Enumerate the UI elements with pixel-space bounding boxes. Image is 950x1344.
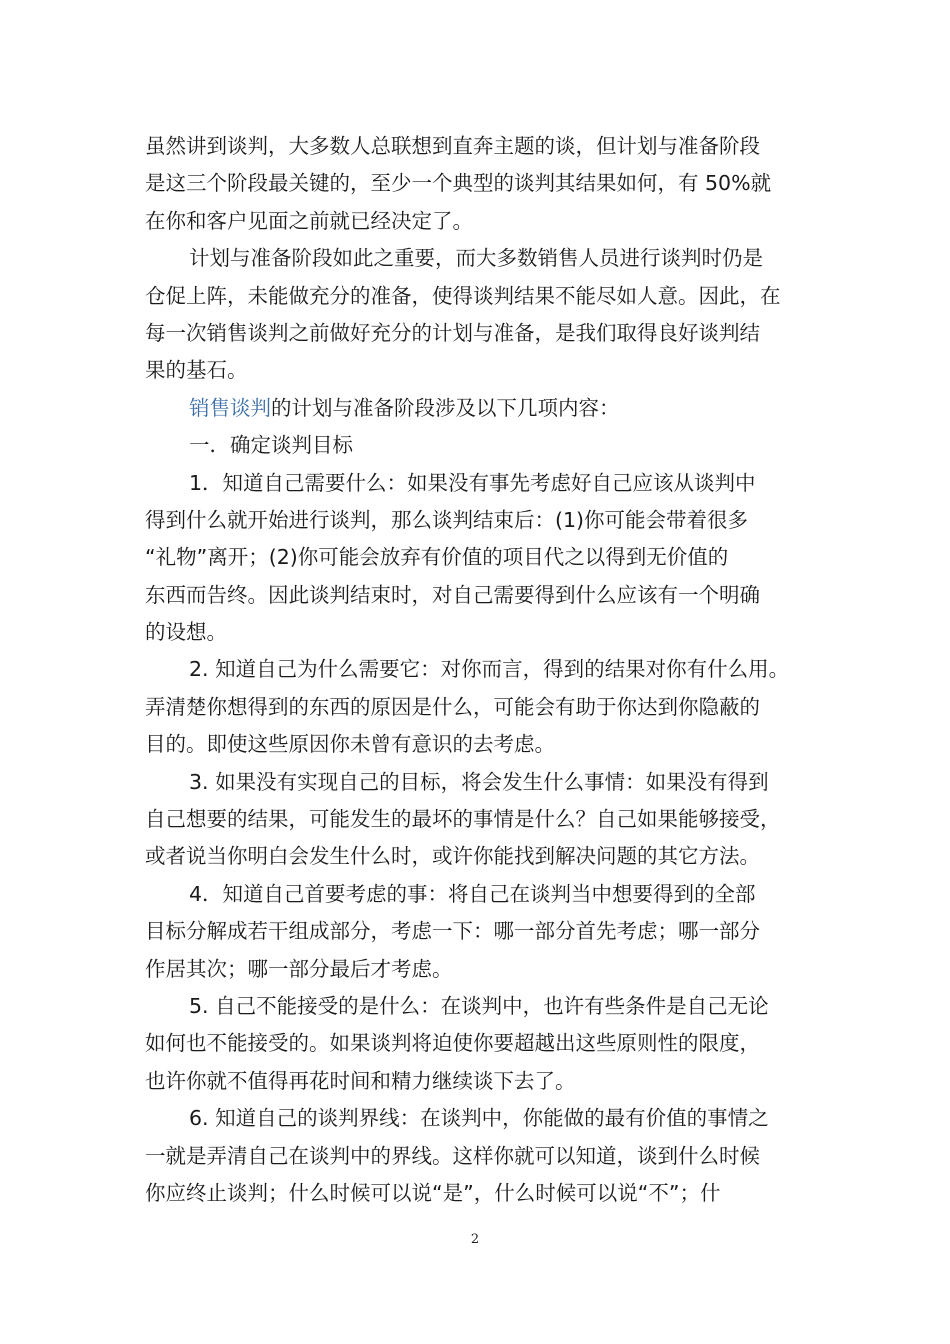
document-body [145,128,810,1212]
line-text: 计划与准备阶段如此之重要，而大多数销售人员进行谈判时仍是 [189,246,763,271]
text-line [145,838,810,875]
text-line [145,1138,810,1175]
line-text: 目的。即使这些原因你未曾有意识的去考虑。 [145,732,555,757]
line-text: 东西而告终。因此谈判结束时，对自己需要得到什么应该有一个明确 [145,582,760,607]
text-line [145,352,810,389]
line-text: 每一次销售谈判之前做好充分的计划与准备，是我们取得良好谈判结 [145,320,760,345]
page-number: 2 [470,1232,480,1247]
line-text: 5. 自己不能接受的是什么：在谈判中，也许有些条件是自己无论 [189,993,769,1018]
line-text: 自己想要的结果，可能发生的最坏的事情是什么？自己如果能够接受， [145,807,781,832]
text-line [145,801,810,838]
line-text: 1．知道自己需要什么：如果没有事先考虑好自己应该从谈判中 [189,470,756,495]
line-text: 一．确定谈判目标 [189,433,353,458]
text-line [145,764,810,801]
text-line [145,390,810,427]
line-text: 3. 如果没有实现自己的目标，将会发生什么事情：如果没有得到 [189,769,769,794]
line-text: 也许你就不值得再花时间和精力继续谈下去了。 [145,1068,576,1093]
text-line [145,651,810,688]
line-text: 作居其次；哪一部分最后才考虑。 [145,956,453,981]
text-line [145,278,810,315]
line-text: 在你和客户见面之前就已经决定了。 [145,208,473,233]
text-line [145,1175,810,1212]
line-text: 目标分解成若干组成部分，考虑一下：哪一部分首先考虑；哪一部分 [145,919,760,944]
text-line [145,951,810,988]
text-line [145,1063,810,1100]
text-line [145,913,810,950]
text-line [145,1025,810,1062]
text-line [145,465,810,502]
text-line [145,165,810,202]
text-line [145,315,810,352]
line-text: 的设想。 [145,620,227,645]
line-text: 果的基石。 [145,358,248,383]
text-line [145,240,810,277]
line-text: 6. 知道自己的谈判界线：在谈判中，你能做的最有价值的事情之 [189,1106,769,1131]
line-text: 2. 知道自己为什么需要它：对你而言，得到的结果对你有什么用。 [189,657,790,682]
text-line [145,502,810,539]
line-text: 虽然讲到谈判，大多数人总联想到直奔主题的谈，但计划与准备阶段 [145,134,760,158]
line-text: 是这三个阶段最关键的，至少一个典型的谈判其结果如何，有 50%就 [145,171,772,196]
text-line [145,614,810,651]
line-text: 或者说当你明白会发生什么时，或许你能找到解决问题的其它方法。 [145,844,760,869]
line-text: 得到什么就开始进行谈判，那么谈判结束后：(1)你可能会带着很多 [145,507,749,532]
text-line [145,539,810,576]
line-text: “礼物”离开；(2)你可能会放弃有价值的项目代之以得到无价值的 [145,545,729,570]
line-text: 4．知道自己首要考虑的事：将自己在谈判当中想要得到的全部 [189,881,756,906]
text-line [145,876,810,913]
text-line [145,988,810,1025]
keyword-link[interactable]: 销售谈判 [189,395,271,420]
text-line [145,1100,810,1137]
line-text: 如何也不能接受的。如果谈判将迫使你要超越出这些原则性的限度， [145,1031,760,1056]
line-text: 的计划与准备阶段涉及以下几项内容： [271,395,620,420]
text-line [145,203,810,240]
text-line [145,577,810,614]
text-line [145,128,810,165]
text-line [145,689,810,726]
line-text: 弄清楚你想得到的东西的原因是什么，可能会有助于你达到你隐蔽的 [145,694,760,719]
line-text: 一就是弄清自己在谈判中的界线。这样你就可以知道，谈到什么时候 [145,1143,760,1168]
line-text: 仓促上阵，未能做充分的准备，使得谈判结果不能尽如人意。因此，在 [145,283,781,308]
line-text: 你应终止谈判；什么时候可以说“是”，什么时候可以说“不”；什 [145,1180,721,1205]
text-line [145,726,810,763]
text-line [145,427,810,464]
